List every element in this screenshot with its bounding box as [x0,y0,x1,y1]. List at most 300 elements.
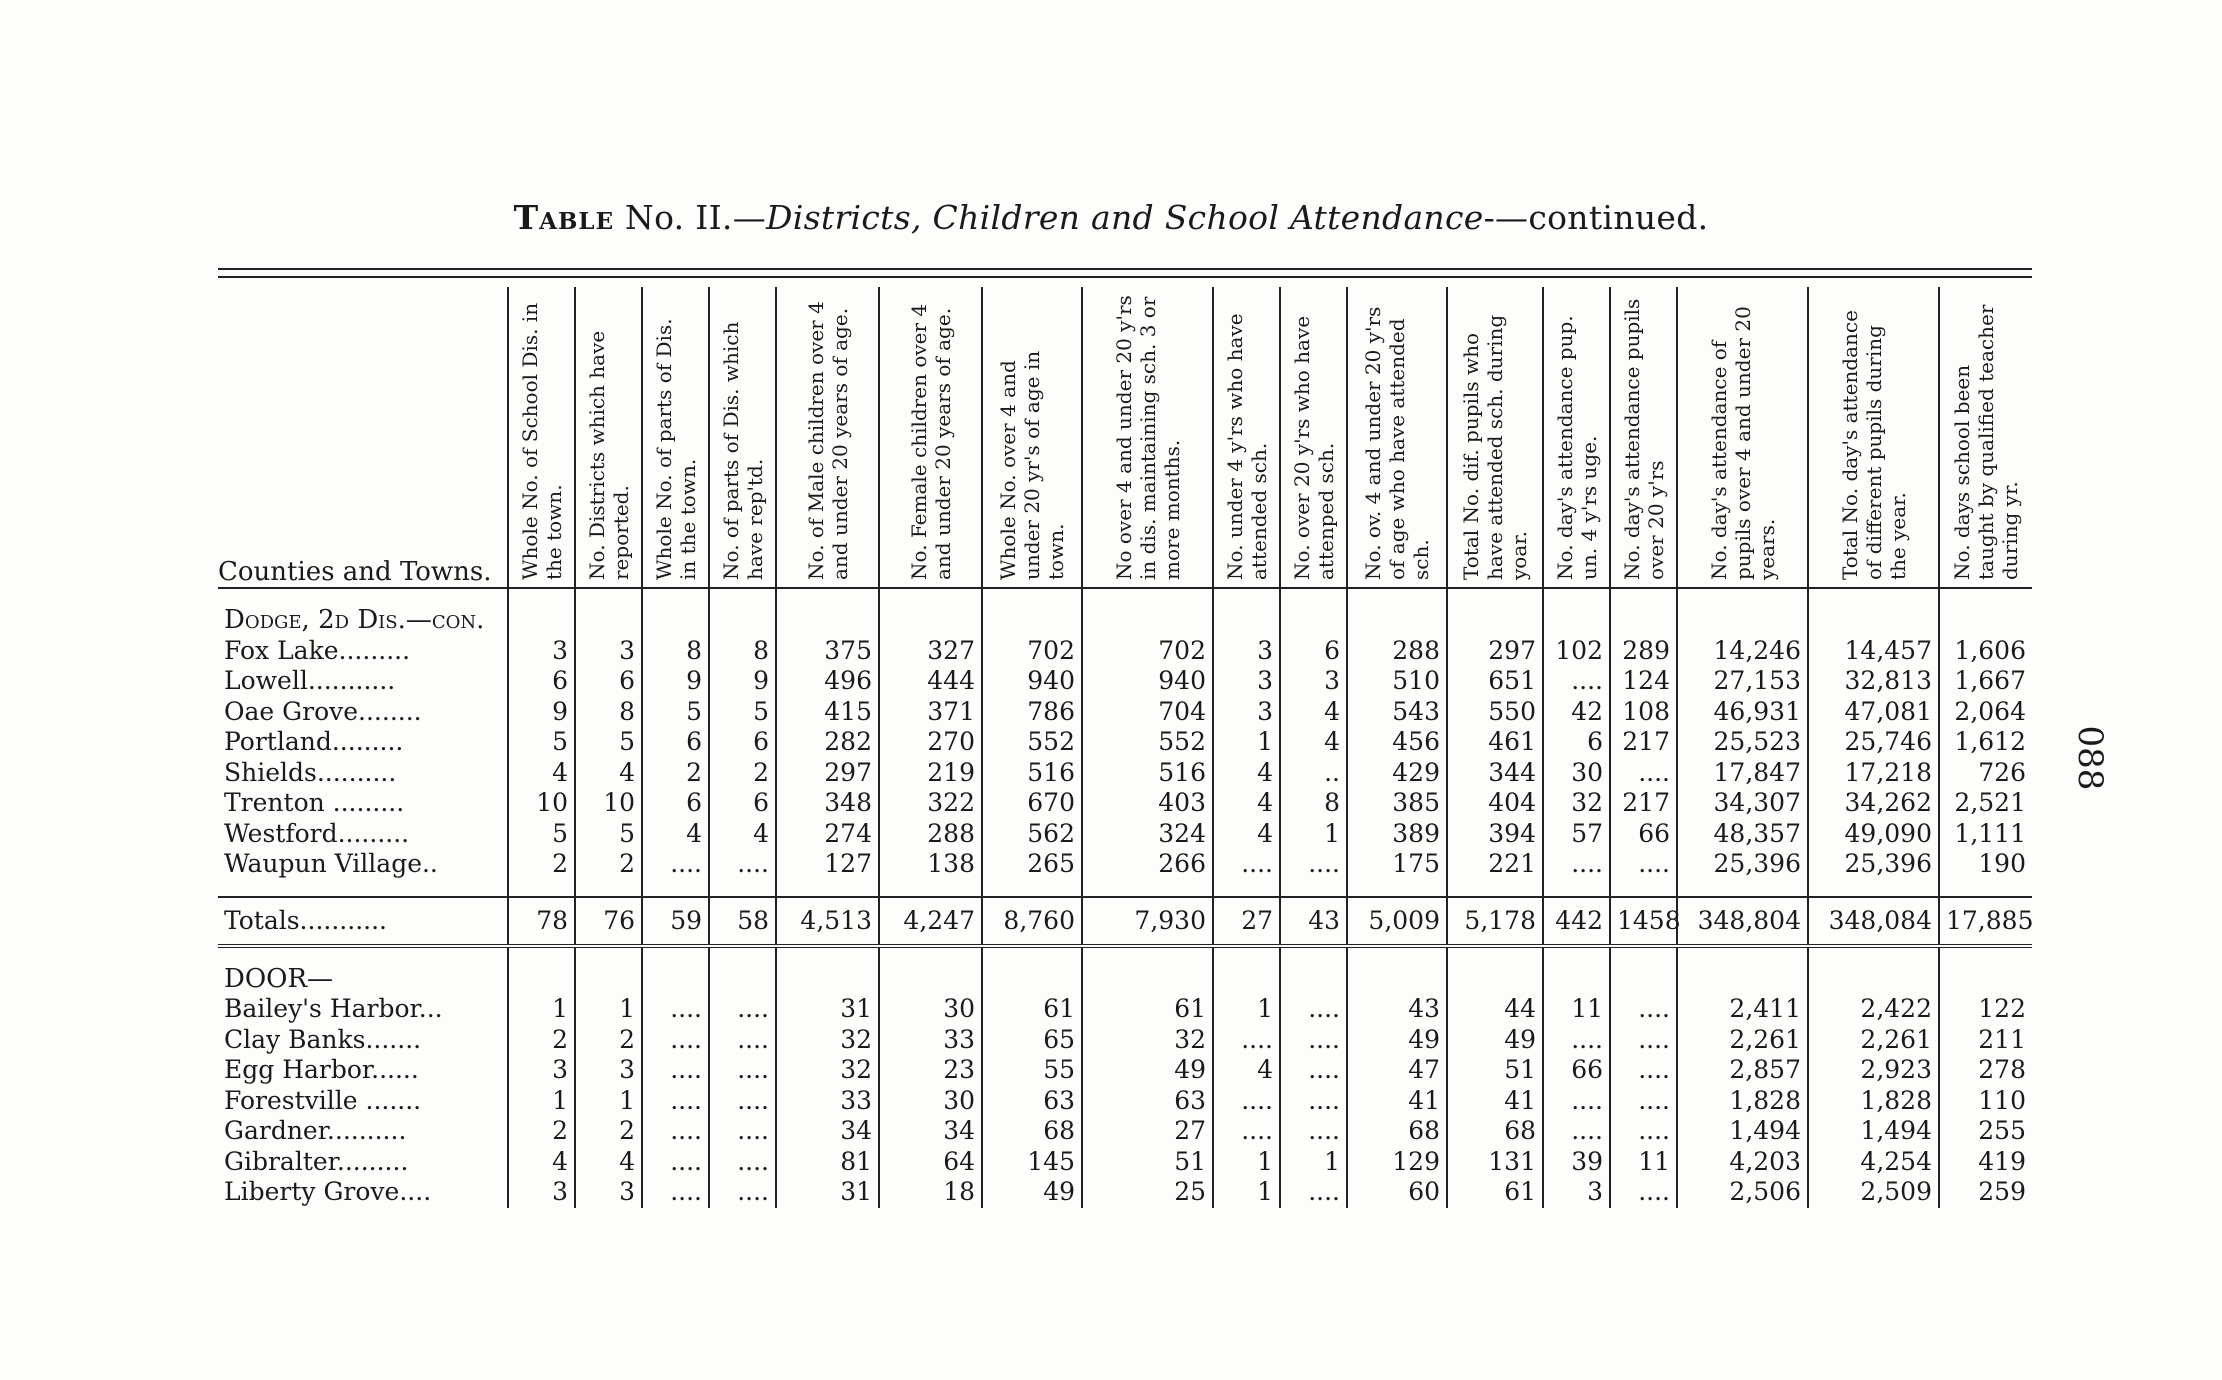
cell: 1,606 [1939,636,2032,667]
cell: 4 [1280,697,1347,728]
cell: 81 [776,1147,879,1178]
cell: 6 [709,727,776,758]
cell: 25,523 [1677,727,1808,758]
cell: 219 [879,758,982,789]
col-header: No. of Male children over 4 and under 20 years of age. [776,287,879,588]
row-label: Liberty Grove.... [224,1177,432,1206]
cell: .... [1610,1055,1677,1086]
cell: 510 [1347,666,1447,697]
cell: 32 [1082,1025,1213,1056]
cell: 47 [1347,1055,1447,1086]
cell: 3 [575,636,642,667]
cell: 4 [575,1147,642,1178]
cell: 43 [1347,994,1447,1025]
cell: 145 [982,1147,1082,1178]
cell: 3 [508,636,575,667]
cell: 274 [776,819,879,850]
table-row [218,849,2032,880]
cell: 1 [1280,1147,1347,1178]
row-label: Clay Banks....... [224,1024,422,1054]
cell: 11 [1610,1147,1677,1178]
cell: 17,218 [1808,758,1939,789]
row-label: Fox Lake......... [224,635,411,665]
cell: 404 [1447,788,1543,819]
cell: 1 [1213,994,1280,1025]
cell: 55 [982,1055,1082,1086]
spacer-row [218,588,2032,605]
cell: 5 [575,727,642,758]
cell: 61 [1447,1177,1543,1208]
cell: 4,203 [1677,1147,1808,1178]
cell: 66 [1543,1055,1610,1086]
cell: 211 [1939,1025,2032,1056]
cell: 63 [1082,1086,1213,1117]
cell: 562 [982,819,1082,850]
cell: .... [642,1116,709,1147]
cell: 51 [1082,1147,1213,1178]
cell: 68 [982,1116,1082,1147]
cell: 9 [642,666,709,697]
cell: .... [1610,1177,1677,1208]
cell: 63 [982,1086,1082,1117]
cell: 68 [1347,1116,1447,1147]
cell: .... [642,1055,709,1086]
cell: 8 [575,697,642,728]
section-header [218,605,2032,636]
cell: 3 [1213,636,1280,667]
table-row [218,1055,2032,1086]
cell: 49 [1447,1025,1543,1056]
cell: 32 [776,1025,879,1056]
col-header: No. of parts of Dis. which have rep'td. [709,287,776,588]
cell: 41 [1447,1086,1543,1117]
cell: 1,667 [1939,666,2032,697]
cell: 10 [508,788,575,819]
cell: 43 [1280,897,1347,946]
cell: .... [1543,849,1610,880]
cell: .... [1543,1025,1610,1056]
cell: .... [709,1147,776,1178]
cell: 33 [879,1025,982,1056]
cell: 552 [1082,727,1213,758]
cell: 7,930 [1082,897,1213,946]
col-header: No. over 20 y'rs who have attenped sch. [1280,287,1347,588]
cell: 9 [508,697,575,728]
cell: .... [709,1116,776,1147]
cell: 461 [1447,727,1543,758]
row-label: Gibralter......... [224,1146,409,1176]
cell: 9 [709,666,776,697]
cell: 255 [1939,1116,2032,1147]
table-row [218,636,2032,667]
cell: .... [1543,1116,1610,1147]
cell: 8 [709,636,776,667]
cell: 550 [1447,697,1543,728]
table-row [218,819,2032,850]
table-row [218,697,2032,728]
col-header: No. under 4 y'rs who have attended sch. [1213,287,1280,588]
cell: 344 [1447,758,1543,789]
cell: 190 [1939,849,2032,880]
cell: 78 [508,897,575,946]
cell: 5,009 [1347,897,1447,946]
cell: 4 [1280,727,1347,758]
cell: 2 [575,1025,642,1056]
cell: 217 [1610,727,1677,758]
table-row [218,758,2032,789]
cell: 282 [776,727,879,758]
header-row [218,287,2032,588]
cell: 297 [1447,636,1543,667]
cell: 456 [1347,727,1447,758]
cell: 289 [1610,636,1677,667]
cell: .... [1610,1025,1677,1056]
cell: 6 [1543,727,1610,758]
cell: .... [1213,849,1280,880]
row-label: Waupun Village.. [224,849,438,878]
cell: .... [709,1055,776,1086]
cell: 1,111 [1939,819,2032,850]
row-label: Westford......... [224,818,410,848]
cell: 61 [982,994,1082,1025]
cell: 1 [1213,727,1280,758]
col-header: No. Female children over 4 and under 20 years of age. [879,287,982,588]
cell: 297 [776,758,879,789]
row-label: Oae Grove........ [224,696,422,726]
cell: 47,081 [1808,697,1939,728]
cell: .... [1280,1177,1347,1208]
col-header: Whole No. over 4 and under 20 yr's of age in town. [982,287,1082,588]
cell: 4,513 [776,897,879,946]
cell: 60 [1347,1177,1447,1208]
cell: 670 [982,788,1082,819]
cell: .... [1213,1116,1280,1147]
col-header: No. day's attendance pup. un. 4 y'rs uge. [1543,287,1610,588]
title-suffix: -—continued. [1483,198,1709,237]
row-label: Lowell........... [224,666,396,695]
cell: 6 [709,788,776,819]
cell: 2 [508,1025,575,1056]
top-rule-2 [218,276,2032,278]
col-header: Total No. day's attendance of different pupils during the year. [1808,287,1939,588]
cell: 1,612 [1939,727,2032,758]
cell: 2,857 [1677,1055,1808,1086]
row-label: Egg Harbor...... [224,1055,419,1084]
cell: 6 [508,666,575,697]
cell: 726 [1939,758,2032,789]
cell: 940 [1082,666,1213,697]
cell: 17,885 [1939,897,2032,946]
row-label: DOOR— [224,963,334,994]
cell: 41 [1347,1086,1447,1117]
table-row [218,1177,2032,1208]
table-row [218,1147,2032,1178]
cell: 3 [1213,697,1280,728]
cell: 322 [879,788,982,819]
cell: 32 [1543,788,1610,819]
cell: 2,506 [1677,1177,1808,1208]
cell: 3 [1280,666,1347,697]
cell: 4 [1213,758,1280,789]
cell: 266 [1082,849,1213,880]
cell: 51 [1447,1055,1543,1086]
cell: .... [642,849,709,880]
cell: 127 [776,849,879,880]
cell: 8,760 [982,897,1082,946]
cell: 704 [1082,697,1213,728]
totals-row [218,897,2032,946]
cell: 3 [575,1177,642,1208]
cell: 543 [1347,697,1447,728]
cell: .... [1213,1025,1280,1056]
cell: 1 [1213,1147,1280,1178]
cell: .... [1280,849,1347,880]
row-label: Gardner.......... [224,1116,407,1145]
cell: .... [1610,994,1677,1025]
cell: 371 [879,697,982,728]
cell: 129 [1347,1147,1447,1178]
cell: 4 [1213,1055,1280,1086]
cell: 2 [508,1116,575,1147]
cell: 1 [575,994,642,1025]
cell: 3 [508,1055,575,1086]
table-row [218,994,2032,1025]
row-label: Dodge, 2d Dis.—con. [224,605,485,635]
row-label: Portland......... [224,727,404,756]
cell: 14,457 [1808,636,1939,667]
cell: 25,396 [1677,849,1808,880]
cell: 324 [1082,819,1213,850]
cell: .... [1610,1116,1677,1147]
cell: 2 [709,758,776,789]
cell: 34 [776,1116,879,1147]
cell: .... [709,1177,776,1208]
cell: .... [1280,1086,1347,1117]
cell: 786 [982,697,1082,728]
attendance-table [218,287,2032,1208]
cell: .... [709,1025,776,1056]
cell: 1,828 [1677,1086,1808,1117]
cell: 3 [1213,666,1280,697]
table-body [218,588,2032,1208]
cell: .... [709,1086,776,1117]
cell: 76 [575,897,642,946]
cell: 265 [982,849,1082,880]
cell: 102 [1543,636,1610,667]
spacer-row [218,946,2032,964]
cell: 32,813 [1808,666,1939,697]
cell: 14,246 [1677,636,1808,667]
title-italic: Districts, Children and School Attendance [766,198,1484,237]
cell: 42 [1543,697,1610,728]
cell: 27 [1213,897,1280,946]
cell: 1,828 [1808,1086,1939,1117]
cell: 403 [1082,788,1213,819]
cell: 389 [1347,819,1447,850]
cell: .... [642,994,709,1025]
cell: 4 [508,1147,575,1178]
cell: 131 [1447,1147,1543,1178]
cell: .... [1610,758,1677,789]
cell: 5 [508,727,575,758]
cell: .... [642,1147,709,1178]
cell: 516 [982,758,1082,789]
cell: 2 [575,849,642,880]
cell: 940 [982,666,1082,697]
table-row [218,1025,2032,1056]
cell: 1 [508,1086,575,1117]
cell: 2 [642,758,709,789]
cell: 259 [1939,1177,2032,1208]
cell: 34,262 [1808,788,1939,819]
cell: 442 [1543,897,1610,946]
cell: 64 [879,1147,982,1178]
cell: .... [1280,1116,1347,1147]
cell: .... [642,1025,709,1056]
cell: 221 [1447,849,1543,880]
row-label: Totals........... [218,897,508,946]
cell: 110 [1939,1086,2032,1117]
cell: 429 [1347,758,1447,789]
cell: 444 [879,666,982,697]
cell: 2,261 [1677,1025,1808,1056]
cell: 270 [879,727,982,758]
cell: 2,422 [1808,994,1939,1025]
cell: 31 [776,1177,879,1208]
cell: 46,931 [1677,697,1808,728]
cell: 5 [508,819,575,850]
col-header: No. ov. 4 and under 20 y'rs of age who have attended sch. [1347,287,1447,588]
cell: 516 [1082,758,1213,789]
col-header: No over 4 and under 20 y'rs in dis. maintaining sch. 3 or more months. [1082,287,1213,588]
cell: 5,178 [1447,897,1543,946]
cell: 65 [982,1025,1082,1056]
cell: 278 [1939,1055,2032,1086]
cell: 5 [709,697,776,728]
cell: 30 [879,994,982,1025]
row-label: Trenton ......... [224,788,405,817]
table-row [218,666,2032,697]
cell: 39 [1543,1147,1610,1178]
cell: 25,746 [1808,727,1939,758]
cell: .... [1213,1086,1280,1117]
cell: 31 [776,994,879,1025]
cell: 394 [1447,819,1543,850]
row-label: Bailey's Harbor... [224,994,443,1023]
cell: .... [1610,1086,1677,1117]
cell: 2,521 [1939,788,2032,819]
cell: 2,064 [1939,697,2032,728]
cell: 5 [642,697,709,728]
row-label: Shields.......... [224,757,397,787]
cell: .... [709,994,776,1025]
table-row [218,1116,2032,1147]
cell: 4 [642,819,709,850]
cell: 415 [776,697,879,728]
cell: 3 [575,1055,642,1086]
table-row [218,788,2032,819]
cell: 2,923 [1808,1055,1939,1086]
cell: 23 [879,1055,982,1086]
cell: 8 [1280,788,1347,819]
cell: 496 [776,666,879,697]
cell: 2 [508,849,575,880]
table-row [218,1086,2032,1117]
cell: 108 [1610,697,1677,728]
col-header: Total No. dif. pupils who have attended sch. during yoar. [1447,287,1543,588]
cell: .... [642,1177,709,1208]
cell: 25,396 [1808,849,1939,880]
table-title [0,198,2222,237]
cell: 1,494 [1677,1116,1808,1147]
cell: 138 [879,849,982,880]
cell: 18 [879,1177,982,1208]
cell: .... [1610,849,1677,880]
cell: 4 [575,758,642,789]
col-header: No. day's attendance of pupils over 4 and under 20 years. [1677,287,1808,588]
table-row [218,727,2032,758]
cell: 1 [1213,1177,1280,1208]
cell: 217 [1610,788,1677,819]
cell: 702 [982,636,1082,667]
cell: 34,307 [1677,788,1808,819]
cell: 27 [1082,1116,1213,1147]
spacer-row [218,880,2032,897]
col-header: No. days school been taught by qualified teacher during yr. [1939,287,2032,588]
cell: 3 [1543,1177,1610,1208]
cell: 4,247 [879,897,982,946]
cell: 5 [575,819,642,850]
cell: 30 [879,1086,982,1117]
cell: 1 [1280,819,1347,850]
cell: 27,153 [1677,666,1808,697]
cell: 3 [508,1177,575,1208]
cell: 49 [1347,1025,1447,1056]
row-label: Forestville ....... [224,1085,422,1115]
cell: 348 [776,788,879,819]
title-prefix: Table [513,198,615,237]
cell: 34 [879,1116,982,1147]
cell: 6 [1280,636,1347,667]
cell: 11 [1543,994,1610,1025]
cell: 17,847 [1677,758,1808,789]
section-header [218,964,2032,995]
cell: 124 [1610,666,1677,697]
cell: 1,494 [1808,1116,1939,1147]
cell: 58 [709,897,776,946]
cell: 8 [642,636,709,667]
cell: 2,261 [1808,1025,1939,1056]
col-header: Whole No. of parts of Dis. in the town. [642,287,709,588]
col-header: No. day's attendance pupils over 20 y'rs [1610,287,1677,588]
page-number: 088 [2070,725,2110,791]
cell: 348,084 [1808,897,1939,946]
cell: .... [709,849,776,880]
cell: 2 [575,1116,642,1147]
cell: 1 [508,994,575,1025]
cell: 6 [642,788,709,819]
cell: 48,357 [1677,819,1808,850]
cell: 4 [709,819,776,850]
cell: 66 [1610,819,1677,850]
cell: 49 [982,1177,1082,1208]
cell: 375 [776,636,879,667]
cell: 4,254 [1808,1147,1939,1178]
cell: 68 [1447,1116,1543,1147]
cell: 702 [1082,636,1213,667]
cell: 49 [1082,1055,1213,1086]
cell: 2,411 [1677,994,1808,1025]
